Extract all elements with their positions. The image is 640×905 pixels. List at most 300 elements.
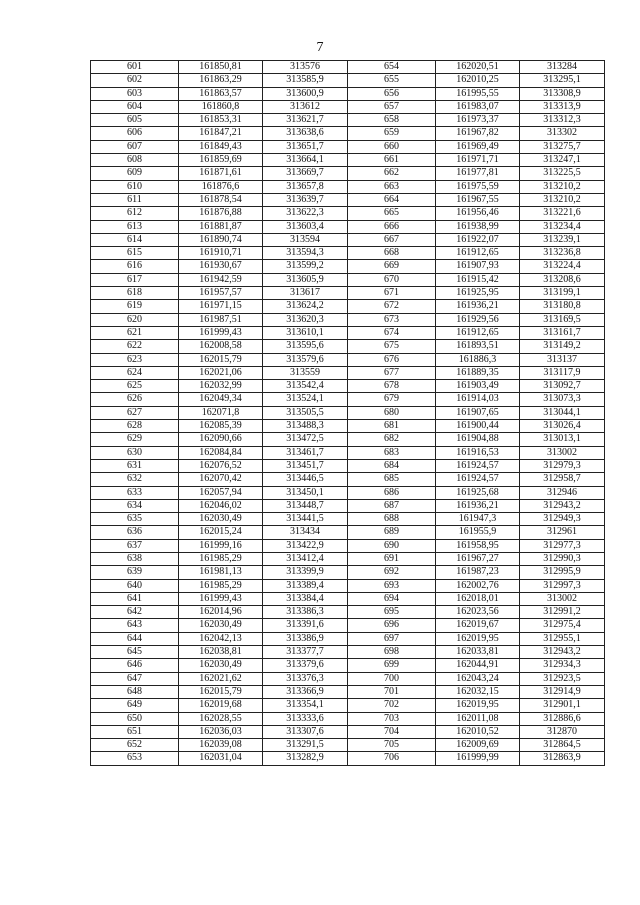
table-row [91, 579, 605, 592]
y-coordinate-right-cell: 313275,7 [520, 140, 605, 153]
point-number-right-cell: 704 [348, 725, 436, 738]
y-coordinate-right-cell: 313026,4 [520, 420, 605, 433]
y-coordinate-left-cell: 313377,7 [263, 646, 348, 659]
x-coordinate-right-cell: 161969,49 [436, 140, 520, 153]
y-coordinate-right-cell: 313002 [520, 592, 605, 605]
y-coordinate-right-cell: 313224,4 [520, 260, 605, 273]
y-coordinate-right-cell: 312977,3 [520, 539, 605, 552]
y-coordinate-right-cell: 312955,1 [520, 632, 605, 645]
x-coordinate-right-cell: 161955,9 [436, 526, 520, 539]
point-number-left-cell: 644 [91, 632, 179, 645]
y-coordinate-right-cell: 312979,3 [520, 459, 605, 472]
y-coordinate-left-cell: 313603,4 [263, 220, 348, 233]
point-number-left-cell: 615 [91, 247, 179, 260]
point-number-right-cell: 706 [348, 752, 436, 765]
y-coordinate-left-cell: 313386,9 [263, 632, 348, 645]
y-coordinate-right-cell: 313239,1 [520, 233, 605, 246]
point-number-left-cell: 633 [91, 486, 179, 499]
point-number-left-cell: 624 [91, 366, 179, 379]
x-coordinate-right-cell: 161929,56 [436, 313, 520, 326]
x-coordinate-left-cell: 162030,49 [179, 619, 263, 632]
x-coordinate-left-cell: 161942,59 [179, 273, 263, 286]
x-coordinate-right-cell: 161973,37 [436, 114, 520, 127]
x-coordinate-left-cell: 161863,57 [179, 87, 263, 100]
x-coordinate-right-cell: 161971,71 [436, 154, 520, 167]
x-coordinate-right-cell: 161975,59 [436, 180, 520, 193]
x-coordinate-right-cell: 161886,3 [436, 353, 520, 366]
y-coordinate-left-cell: 313657,8 [263, 180, 348, 193]
x-coordinate-left-cell: 162070,42 [179, 473, 263, 486]
x-coordinate-left-cell: 162030,49 [179, 513, 263, 526]
x-coordinate-right-cell: 162010,25 [436, 74, 520, 87]
point-number-left-cell: 601 [91, 61, 179, 74]
y-coordinate-right-cell: 313221,6 [520, 207, 605, 220]
x-coordinate-left-cell: 162021,62 [179, 672, 263, 685]
point-number-right-cell: 677 [348, 366, 436, 379]
y-coordinate-left-cell: 313488,3 [263, 420, 348, 433]
y-coordinate-left-cell: 313612 [263, 100, 348, 113]
x-coordinate-right-cell: 161914,03 [436, 393, 520, 406]
y-coordinate-left-cell: 313524,1 [263, 393, 348, 406]
point-number-right-cell: 695 [348, 606, 436, 619]
y-coordinate-right-cell: 312863,9 [520, 752, 605, 765]
point-number-left-cell: 616 [91, 260, 179, 273]
y-coordinate-right-cell: 313073,3 [520, 393, 605, 406]
point-number-left-cell: 640 [91, 579, 179, 592]
table-row [91, 260, 605, 273]
table-row [91, 366, 605, 379]
y-coordinate-right-cell: 313284 [520, 61, 605, 74]
x-coordinate-left-cell: 162008,58 [179, 340, 263, 353]
point-number-left-cell: 631 [91, 459, 179, 472]
x-coordinate-left-cell: 162084,84 [179, 446, 263, 459]
x-coordinate-right-cell: 162032,15 [436, 685, 520, 698]
y-coordinate-left-cell: 313333,6 [263, 712, 348, 725]
table-row [91, 406, 605, 419]
y-coordinate-right-cell: 313313,9 [520, 100, 605, 113]
x-coordinate-right-cell: 162033,81 [436, 646, 520, 659]
table-row [91, 672, 605, 685]
table-row [91, 539, 605, 552]
y-coordinate-right-cell: 313013,1 [520, 433, 605, 446]
y-coordinate-left-cell: 313639,7 [263, 193, 348, 206]
point-number-left-cell: 653 [91, 752, 179, 765]
x-coordinate-right-cell: 162018,01 [436, 592, 520, 605]
x-coordinate-left-cell: 162090,66 [179, 433, 263, 446]
table-row [91, 167, 605, 180]
point-number-right-cell: 659 [348, 127, 436, 140]
x-coordinate-right-cell: 161893,51 [436, 340, 520, 353]
point-number-right-cell: 679 [348, 393, 436, 406]
table-row [91, 247, 605, 260]
table-row [91, 207, 605, 220]
x-coordinate-left-cell: 161971,15 [179, 300, 263, 313]
x-coordinate-left-cell: 162057,94 [179, 486, 263, 499]
point-number-left-cell: 605 [91, 114, 179, 127]
point-number-left-cell: 607 [91, 140, 179, 153]
table-row [91, 340, 605, 353]
point-number-right-cell: 690 [348, 539, 436, 552]
point-number-left-cell: 621 [91, 326, 179, 339]
x-coordinate-right-cell: 161889,35 [436, 366, 520, 379]
x-coordinate-left-cell: 162028,55 [179, 712, 263, 725]
x-coordinate-left-cell: 162015,79 [179, 353, 263, 366]
point-number-right-cell: 692 [348, 566, 436, 579]
point-number-right-cell: 699 [348, 659, 436, 672]
y-coordinate-right-cell: 313208,6 [520, 273, 605, 286]
x-coordinate-right-cell: 161924,57 [436, 473, 520, 486]
y-coordinate-right-cell: 312949,3 [520, 513, 605, 526]
y-coordinate-right-cell: 312914,9 [520, 685, 605, 698]
table-row [91, 353, 605, 366]
y-coordinate-left-cell: 313610,1 [263, 326, 348, 339]
y-coordinate-left-cell: 313291,5 [263, 739, 348, 752]
point-number-left-cell: 619 [91, 300, 179, 313]
x-coordinate-right-cell: 162002,76 [436, 579, 520, 592]
point-number-left-cell: 627 [91, 406, 179, 419]
y-coordinate-left-cell: 313669,7 [263, 167, 348, 180]
table-row [91, 725, 605, 738]
point-number-left-cell: 628 [91, 420, 179, 433]
table-row [91, 313, 605, 326]
x-coordinate-right-cell: 161977,81 [436, 167, 520, 180]
point-number-right-cell: 705 [348, 739, 436, 752]
x-coordinate-right-cell: 161900,44 [436, 420, 520, 433]
x-coordinate-right-cell: 161956,46 [436, 207, 520, 220]
page-number: 7 [316, 40, 324, 55]
point-number-right-cell: 657 [348, 100, 436, 113]
point-number-right-cell: 674 [348, 326, 436, 339]
x-coordinate-left-cell: 162015,79 [179, 685, 263, 698]
x-coordinate-left-cell: 161878,54 [179, 193, 263, 206]
y-coordinate-right-cell: 313210,2 [520, 193, 605, 206]
point-number-right-cell: 672 [348, 300, 436, 313]
point-number-right-cell: 700 [348, 672, 436, 685]
y-coordinate-left-cell: 313622,3 [263, 207, 348, 220]
y-coordinate-right-cell: 313149,2 [520, 340, 605, 353]
x-coordinate-right-cell: 161987,23 [436, 566, 520, 579]
x-coordinate-right-cell: 162019,95 [436, 632, 520, 645]
y-coordinate-left-cell: 313542,4 [263, 380, 348, 393]
table-row [91, 752, 605, 765]
point-number-right-cell: 681 [348, 420, 436, 433]
x-coordinate-left-cell: 161849,43 [179, 140, 263, 153]
point-number-right-cell: 698 [348, 646, 436, 659]
table-row [91, 393, 605, 406]
y-coordinate-right-cell: 312995,9 [520, 566, 605, 579]
y-coordinate-right-cell: 312990,3 [520, 552, 605, 565]
x-coordinate-right-cell: 161912,65 [436, 247, 520, 260]
y-coordinate-right-cell: 313236,8 [520, 247, 605, 260]
y-coordinate-left-cell: 313595,6 [263, 340, 348, 353]
point-number-right-cell: 688 [348, 513, 436, 526]
x-coordinate-left-cell: 162076,52 [179, 459, 263, 472]
point-number-right-cell: 686 [348, 486, 436, 499]
table-row [91, 233, 605, 246]
point-number-left-cell: 629 [91, 433, 179, 446]
x-coordinate-left-cell: 162019,68 [179, 699, 263, 712]
x-coordinate-right-cell: 162023,56 [436, 606, 520, 619]
point-number-left-cell: 610 [91, 180, 179, 193]
y-coordinate-left-cell: 313505,5 [263, 406, 348, 419]
y-coordinate-right-cell: 312901,1 [520, 699, 605, 712]
point-number-right-cell: 655 [348, 74, 436, 87]
table-row [91, 513, 605, 526]
point-number-left-cell: 611 [91, 193, 179, 206]
x-coordinate-right-cell: 162020,51 [436, 61, 520, 74]
x-coordinate-left-cell: 161985,29 [179, 552, 263, 565]
table-row [91, 154, 605, 167]
y-coordinate-left-cell: 313594 [263, 233, 348, 246]
point-number-left-cell: 614 [91, 233, 179, 246]
table-row [91, 739, 605, 752]
point-number-right-cell: 683 [348, 446, 436, 459]
y-coordinate-left-cell: 313376,3 [263, 672, 348, 685]
point-number-right-cell: 678 [348, 380, 436, 393]
y-coordinate-right-cell: 313161,7 [520, 326, 605, 339]
y-coordinate-right-cell: 312961 [520, 526, 605, 539]
table-row [91, 659, 605, 672]
x-coordinate-left-cell: 161859,69 [179, 154, 263, 167]
y-coordinate-left-cell: 313664,1 [263, 154, 348, 167]
y-coordinate-right-cell: 312886,6 [520, 712, 605, 725]
y-coordinate-left-cell: 313422,9 [263, 539, 348, 552]
point-number-left-cell: 634 [91, 499, 179, 512]
table-row [91, 473, 605, 486]
y-coordinate-right-cell: 312943,2 [520, 499, 605, 512]
x-coordinate-right-cell: 161907,65 [436, 406, 520, 419]
point-number-right-cell: 701 [348, 685, 436, 698]
y-coordinate-right-cell: 312864,5 [520, 739, 605, 752]
coordinates-table [90, 60, 605, 766]
x-coordinate-left-cell: 162038,81 [179, 646, 263, 659]
x-coordinate-left-cell: 161985,29 [179, 579, 263, 592]
y-coordinate-left-cell: 313386,3 [263, 606, 348, 619]
table-row [91, 380, 605, 393]
y-coordinate-right-cell: 313308,9 [520, 87, 605, 100]
x-coordinate-left-cell: 161981,13 [179, 566, 263, 579]
x-coordinate-right-cell: 161925,95 [436, 287, 520, 300]
point-number-right-cell: 703 [348, 712, 436, 725]
point-number-left-cell: 632 [91, 473, 179, 486]
point-number-right-cell: 694 [348, 592, 436, 605]
coordinates-table-body [91, 61, 605, 766]
table-row [91, 87, 605, 100]
point-number-right-cell: 675 [348, 340, 436, 353]
y-coordinate-left-cell: 313282,9 [263, 752, 348, 765]
table-row [91, 619, 605, 632]
x-coordinate-left-cell: 161847,21 [179, 127, 263, 140]
x-coordinate-right-cell: 161903,49 [436, 380, 520, 393]
table-row [91, 685, 605, 698]
y-coordinate-left-cell: 313576 [263, 61, 348, 74]
y-coordinate-right-cell: 312870 [520, 725, 605, 738]
y-coordinate-right-cell: 312923,5 [520, 672, 605, 685]
table-row [91, 646, 605, 659]
table-row [91, 114, 605, 127]
point-number-left-cell: 613 [91, 220, 179, 233]
point-number-right-cell: 658 [348, 114, 436, 127]
point-number-right-cell: 689 [348, 526, 436, 539]
x-coordinate-right-cell: 161916,53 [436, 446, 520, 459]
x-coordinate-right-cell: 161947,3 [436, 513, 520, 526]
y-coordinate-right-cell: 313312,3 [520, 114, 605, 127]
y-coordinate-right-cell: 312946 [520, 486, 605, 499]
y-coordinate-left-cell: 313638,6 [263, 127, 348, 140]
point-number-left-cell: 651 [91, 725, 179, 738]
y-coordinate-left-cell: 313450,1 [263, 486, 348, 499]
x-coordinate-right-cell: 162043,24 [436, 672, 520, 685]
x-coordinate-left-cell: 162031,04 [179, 752, 263, 765]
y-coordinate-right-cell: 313092,7 [520, 380, 605, 393]
point-number-left-cell: 647 [91, 672, 179, 685]
point-number-right-cell: 697 [348, 632, 436, 645]
point-number-right-cell: 673 [348, 313, 436, 326]
point-number-right-cell: 668 [348, 247, 436, 260]
point-number-right-cell: 696 [348, 619, 436, 632]
x-coordinate-left-cell: 161863,29 [179, 74, 263, 87]
y-coordinate-left-cell: 313621,7 [263, 114, 348, 127]
x-coordinate-left-cell: 161987,51 [179, 313, 263, 326]
table-row [91, 74, 605, 87]
y-coordinate-right-cell: 313002 [520, 446, 605, 459]
y-coordinate-left-cell: 313559 [263, 366, 348, 379]
y-coordinate-left-cell: 313441,5 [263, 513, 348, 526]
x-coordinate-right-cell: 161967,27 [436, 552, 520, 565]
y-coordinate-left-cell: 313307,6 [263, 725, 348, 738]
x-coordinate-right-cell: 161958,95 [436, 539, 520, 552]
point-number-right-cell: 656 [348, 87, 436, 100]
y-coordinate-right-cell: 312943,2 [520, 646, 605, 659]
y-coordinate-left-cell: 313379,6 [263, 659, 348, 672]
y-coordinate-right-cell: 313044,1 [520, 406, 605, 419]
table-row [91, 486, 605, 499]
point-number-right-cell: 685 [348, 473, 436, 486]
x-coordinate-right-cell: 161907,93 [436, 260, 520, 273]
y-coordinate-right-cell: 313295,1 [520, 74, 605, 87]
y-coordinate-left-cell: 313399,9 [263, 566, 348, 579]
x-coordinate-left-cell: 161881,87 [179, 220, 263, 233]
point-number-left-cell: 648 [91, 685, 179, 698]
point-number-left-cell: 602 [91, 74, 179, 87]
y-coordinate-right-cell: 313137 [520, 353, 605, 366]
point-number-left-cell: 649 [91, 699, 179, 712]
point-number-left-cell: 625 [91, 380, 179, 393]
table-row [91, 459, 605, 472]
x-coordinate-left-cell: 162014,96 [179, 606, 263, 619]
y-coordinate-left-cell: 313624,2 [263, 300, 348, 313]
y-coordinate-right-cell: 312997,3 [520, 579, 605, 592]
table-row [91, 566, 605, 579]
y-coordinate-left-cell: 313366,9 [263, 685, 348, 698]
y-coordinate-left-cell: 313594,3 [263, 247, 348, 260]
point-number-left-cell: 606 [91, 127, 179, 140]
x-coordinate-left-cell: 161853,31 [179, 114, 263, 127]
x-coordinate-right-cell: 161912,65 [436, 326, 520, 339]
y-coordinate-right-cell: 313234,4 [520, 220, 605, 233]
point-number-right-cell: 662 [348, 167, 436, 180]
table-row [91, 300, 605, 313]
point-number-right-cell: 660 [348, 140, 436, 153]
y-coordinate-right-cell: 312934,3 [520, 659, 605, 672]
x-coordinate-left-cell: 161957,57 [179, 287, 263, 300]
y-coordinate-right-cell: 313169,5 [520, 313, 605, 326]
y-coordinate-left-cell: 313434 [263, 526, 348, 539]
table-row [91, 592, 605, 605]
point-number-left-cell: 641 [91, 592, 179, 605]
x-coordinate-right-cell: 162009,69 [436, 739, 520, 752]
table-row [91, 326, 605, 339]
y-coordinate-left-cell: 313448,7 [263, 499, 348, 512]
point-number-left-cell: 645 [91, 646, 179, 659]
x-coordinate-right-cell: 161967,55 [436, 193, 520, 206]
table-row [91, 446, 605, 459]
point-number-left-cell: 604 [91, 100, 179, 113]
y-coordinate-left-cell: 313391,6 [263, 619, 348, 632]
point-number-left-cell: 623 [91, 353, 179, 366]
point-number-right-cell: 687 [348, 499, 436, 512]
point-number-right-cell: 669 [348, 260, 436, 273]
y-coordinate-right-cell: 312975,4 [520, 619, 605, 632]
point-number-left-cell: 620 [91, 313, 179, 326]
y-coordinate-left-cell: 313384,4 [263, 592, 348, 605]
y-coordinate-right-cell: 313247,1 [520, 154, 605, 167]
x-coordinate-right-cell: 161904,88 [436, 433, 520, 446]
y-coordinate-right-cell: 313180,8 [520, 300, 605, 313]
x-coordinate-right-cell: 162019,95 [436, 699, 520, 712]
table-row [91, 552, 605, 565]
table-row [91, 712, 605, 725]
point-number-right-cell: 667 [348, 233, 436, 246]
table-row [91, 100, 605, 113]
point-number-right-cell: 661 [348, 154, 436, 167]
table-row [91, 180, 605, 193]
x-coordinate-left-cell: 162071,8 [179, 406, 263, 419]
y-coordinate-left-cell: 313579,6 [263, 353, 348, 366]
x-coordinate-left-cell: 162032,99 [179, 380, 263, 393]
y-coordinate-right-cell: 312991,2 [520, 606, 605, 619]
point-number-left-cell: 636 [91, 526, 179, 539]
x-coordinate-right-cell: 162019,67 [436, 619, 520, 632]
point-number-left-cell: 622 [91, 340, 179, 353]
point-number-right-cell: 671 [348, 287, 436, 300]
x-coordinate-right-cell: 161924,57 [436, 459, 520, 472]
point-number-left-cell: 612 [91, 207, 179, 220]
x-coordinate-right-cell: 162010,52 [436, 725, 520, 738]
point-number-left-cell: 639 [91, 566, 179, 579]
point-number-right-cell: 664 [348, 193, 436, 206]
x-coordinate-left-cell: 161999,43 [179, 592, 263, 605]
x-coordinate-left-cell: 161999,43 [179, 326, 263, 339]
x-coordinate-right-cell: 161967,82 [436, 127, 520, 140]
point-number-left-cell: 646 [91, 659, 179, 672]
point-number-right-cell: 666 [348, 220, 436, 233]
x-coordinate-left-cell: 161910,71 [179, 247, 263, 260]
point-number-right-cell: 684 [348, 459, 436, 472]
x-coordinate-left-cell: 162085,39 [179, 420, 263, 433]
table-row [91, 220, 605, 233]
y-coordinate-left-cell: 313605,9 [263, 273, 348, 286]
point-number-left-cell: 650 [91, 712, 179, 725]
table-row [91, 632, 605, 645]
x-coordinate-left-cell: 161876,88 [179, 207, 263, 220]
y-coordinate-right-cell: 313199,1 [520, 287, 605, 300]
point-number-right-cell: 670 [348, 273, 436, 286]
y-coordinate-left-cell: 313472,5 [263, 433, 348, 446]
y-coordinate-right-cell: 313210,2 [520, 180, 605, 193]
point-number-right-cell: 693 [348, 579, 436, 592]
table-row [91, 287, 605, 300]
